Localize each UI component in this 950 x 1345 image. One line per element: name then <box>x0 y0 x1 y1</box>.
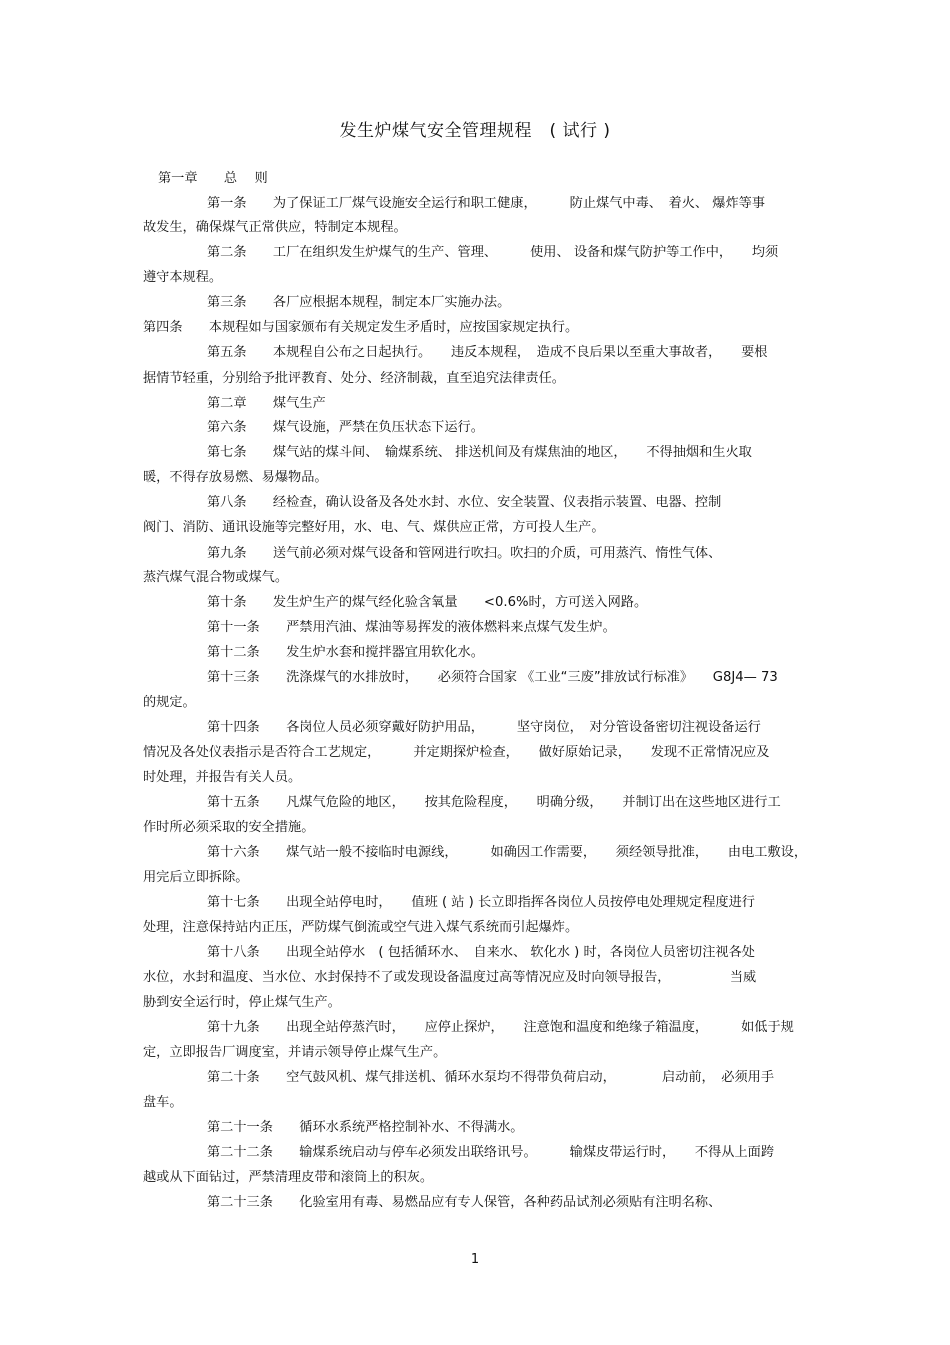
text-line: 第十四条 各岗位人员必须穿戴好防护用品， 坚守岗位， 对分管设备密切注视设备运行 <box>207 720 761 735</box>
page-number: 1 <box>470 1252 480 1267</box>
text-line: 用完后立即拆除。 <box>143 870 249 885</box>
text-line: 第七条 煤气站的煤斗间、 输煤系统、 排送机间及有煤焦油的地区， 不得抽烟和生火取 <box>207 445 752 460</box>
text-line: 第一条 为了保证工厂煤气设施安全运行和职工健康， 防止煤气中毒、 着火、 爆炸等事 <box>207 196 766 211</box>
text-line: 第十八条 出现全站停水 ( 包括循环水、 自来水、 软化水 ) 时，各岗位人员密切注视各处 <box>207 945 755 960</box>
text-line: 胁到安全运行时，停止煤气生产。 <box>143 995 341 1010</box>
text-line: 的规定。 <box>143 695 196 710</box>
text-line: 时处理，并报告有关人员。 <box>143 770 302 785</box>
text-line: 水位，水封和温度、当水位、水封保持不了或发现设备温度过高等情况应及时向领导报告， 当威 <box>143 970 757 985</box>
text-line: 遵守本规程。 <box>143 270 223 285</box>
text-line: 第十七条 出现全站停电时， 值班 ( 站 ) 长立即指挥各岗位人员按停电处理规定程度进行 <box>207 895 755 910</box>
chapter-heading-1: 第一章 总 则 <box>158 171 268 186</box>
text-line: 第八条 经检查，确认设备及各处水封、水位、安全装置、仪表指示装置、电器、控制 <box>207 495 722 510</box>
text-line: 暖，不得存放易燃、易爆物品。 <box>143 470 328 485</box>
text-line: 故发生，确保煤气正常供应，特制定本规程。 <box>143 220 407 235</box>
text-line: 据情节轻重，分别给予批评教育、处分、经济制裁，直至追究法律责任。 <box>143 371 565 386</box>
text-line: 第十五条 凡煤气危险的地区， 按其危险程度， 明确分级， 并制订出在这些地区进行工 <box>207 795 781 810</box>
document-title: 发生炉煤气安全管理规程 ( 试行 ) <box>339 121 611 141</box>
text-line: 第六条 煤气设施，严禁在负压状态下运行。 <box>207 420 484 435</box>
text-line: 第十一条 严禁用汽油、煤油等易挥发的液体燃料来点煤气发生炉。 <box>207 620 616 635</box>
text-line: 第二条 工厂在组织发生炉煤气的生产、管理、 使用、 设备和煤气防护等工作中， 均须 <box>207 245 779 260</box>
text-line: 处理，注意保持站内正压，严防煤气倒流或空气进入煤气系统而引起爆炸。 <box>143 920 579 935</box>
text-line: 第五条 本规程自公布之日起执行。 违反本规程， 造成不良后果以至重大事故者， 要根 <box>207 345 768 360</box>
text-line: 第十九条 出现全站停蒸汽时， 应停止探炉， 注意饱和温度和绝缘子箱温度， 如低于规 <box>207 1020 794 1035</box>
text-line: 第十三条 洗涤煤气的水排放时， 必须符合国家 《工业“三废”排放试行标准》 G8J4— 73 <box>207 670 778 685</box>
text-line: 第二十一条 循环水系统严格控制补水、不得满水。 <box>207 1120 524 1135</box>
text-line: 蒸汽煤气混合物或煤气。 <box>143 570 289 585</box>
text-line: 定，立即报告厂调度室，并请示领导停止煤气生产。 <box>143 1045 447 1060</box>
text-line: 第四条 本规程如与国家颁布有关规定发生矛盾时，应按国家规定执行。 <box>143 320 579 335</box>
text-line: 情况及各处仪表指示是否符合工艺规定， 并定期探炉检查， 做好原始记录， 发现不正常情况应及 <box>143 745 770 760</box>
text-line: 第十六条 煤气站一般不接临时电源线， 如确因工作需要， 须经领导批准， 由电工敷设， <box>207 845 808 860</box>
text-line: 第三条 各厂应根据本规程，制定本厂实施办法。 <box>207 295 511 310</box>
text-line: 第九条 送气前必须对煤气设备和管网进行吹扫。吹扫的介质，可用蒸汽、惰性气体、 <box>207 546 722 561</box>
text-line: 作时所必须采取的安全措施。 <box>143 820 315 835</box>
text-line: 阀门、消防、通讯设施等完整好用，水、电、气、煤供应正常，方可投人生产。 <box>143 520 605 535</box>
text-line: 越或从下面钻过，严禁清理皮带和滚筒上的积灰。 <box>143 1170 434 1185</box>
text-line: 第十条 发生炉生产的煤气经化验含氧量 <0.6%时，方可送入网路。 <box>207 595 648 610</box>
chapter-heading-2: 第二章 煤气生产 <box>207 396 326 411</box>
text-line: 第十二条 发生炉水套和搅拌器宜用软化水。 <box>207 645 484 660</box>
text-line: 盘车。 <box>143 1095 183 1110</box>
text-line: 第二十二条 输煤系统启动与停车必须发出联络讯号。 输煤皮带运行时， 不得从上面跨 <box>207 1145 775 1160</box>
text-line: 第二十条 空气鼓风机、煤气排送机、循环水泵均不得带负荷启动， 启动前， 必须用手 <box>207 1070 775 1085</box>
text-line: 第二十三条 化验室用有毒、易燃品应有专人保管，各种药品试剂必须贴有注明名称、 <box>207 1195 722 1210</box>
